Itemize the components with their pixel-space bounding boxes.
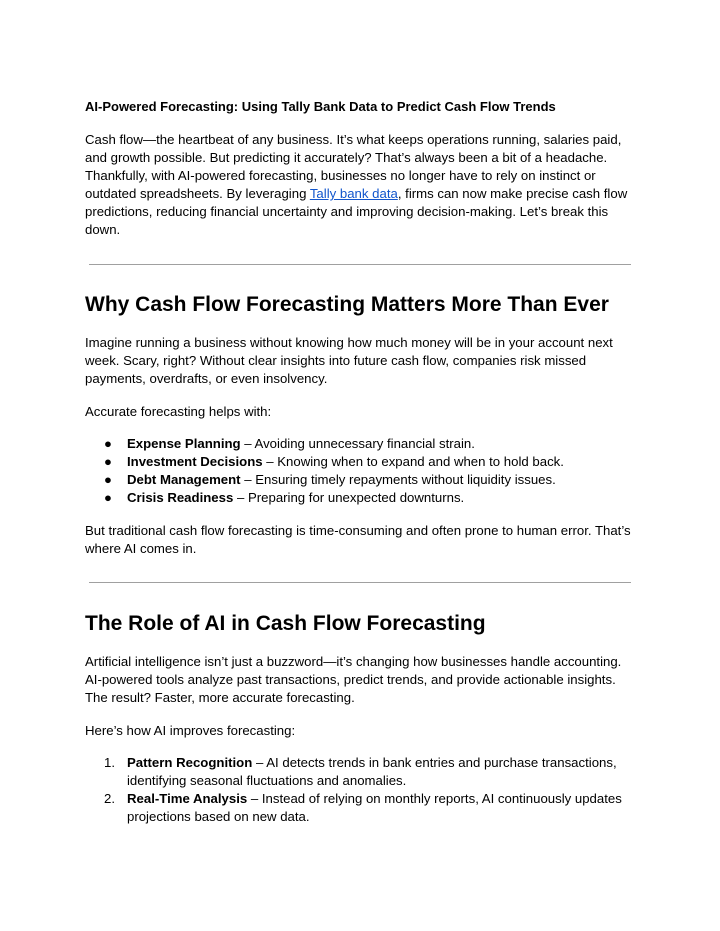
list-item-desc: – Knowing when to expand and when to hold back. — [262, 454, 564, 469]
section-heading-why-forecasting: Why Cash Flow Forecasting Matters More Than Ever — [85, 293, 609, 316]
divider — [89, 582, 631, 583]
list-item-term: Crisis Readiness — [127, 490, 234, 505]
list-item — [85, 754, 640, 790]
list-item — [85, 489, 640, 507]
ai-benefits-numbered-list — [85, 754, 640, 826]
section1-paragraph-1: Imagine running a business without knowing how much money will be in your account next week. Scary, right? Without clear insights into future cash flow, companies risk missed payments, overdrafts, or even insolvency. — [85, 335, 613, 386]
list-item — [85, 453, 640, 471]
section2-paragraph-1: Artificial intelligence isn’t just a buzzword—it’s changing how businesses handle accounting. AI-powered tools analyze past transactions, predict trends, and provide actionable insights. The result? Faster, more accurate forecasting. — [85, 654, 622, 705]
benefits-bullet-list — [85, 435, 640, 507]
list-item — [85, 790, 640, 826]
list-item — [85, 435, 640, 453]
list-item-desc: – Preparing for unexpected downturns. — [233, 490, 465, 505]
list-item — [85, 471, 640, 489]
section1-paragraph-2: Accurate forecasting helps with: — [85, 404, 272, 419]
section2-paragraph-2: Here’s how AI improves forecasting: — [85, 723, 296, 738]
list-item-desc: – Instead of relying on monthly reports, AI continuously updates projections based on new data. — [127, 791, 622, 824]
list-number: 2. — [104, 791, 115, 806]
list-item-desc: – Ensuring timely repayments without liquidity issues. — [240, 472, 556, 487]
intro-paragraph — [85, 131, 640, 239]
list-item-term: Real-Time Analysis — [127, 791, 248, 806]
list-item-term: Expense Planning — [127, 436, 241, 451]
bullet-icon: ● — [104, 454, 112, 469]
list-item-term: Pattern Recognition — [127, 755, 253, 770]
list-item-term: Investment Decisions — [127, 454, 263, 469]
section-heading-role-of-ai: The Role of AI in Cash Flow Forecasting — [85, 612, 486, 635]
tally-bank-data-link[interactable]: Tally bank data — [309, 186, 398, 201]
bullet-icon: ● — [104, 490, 112, 505]
document-title: AI-Powered Forecasting: Using Tally Bank Data to Predict Cash Flow Trends — [85, 99, 556, 114]
intro-text-end: , firms can now make precise cash flow predictions, reducing financial uncertainty and improving decision-making. Let’s break this down. — [85, 186, 628, 237]
list-number: 1. — [104, 755, 115, 770]
bullet-icon: ● — [104, 472, 112, 487]
list-item-desc: – AI detects trends in bank entries and purchase transactions, identifying seasonal fluctuations and anomalies. — [127, 755, 617, 788]
list-item-term: Debt Management — [127, 472, 241, 487]
intro-text-start: Cash flow—the heartbeat of any business. It’s what keeps operations running, salaries paid, and growth possible. But predicting it accurately? That’s always been a bit of a headache. Thankfully, with AI-powered forecasting, businesses no longer have to rely on instinct or outdated spreadsheets. By leveraging — [85, 132, 622, 201]
list-item-desc: – Avoiding unnecessary financial strain. — [240, 436, 475, 451]
section1-paragraph-3: But traditional cash flow forecasting is time-consuming and often prone to human error. That’s where AI comes in. — [85, 523, 631, 556]
bullet-icon: ● — [104, 436, 112, 451]
divider — [89, 264, 631, 265]
